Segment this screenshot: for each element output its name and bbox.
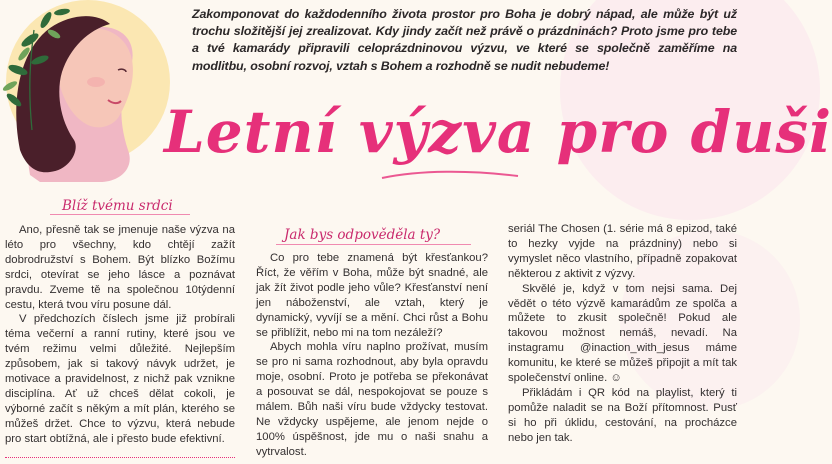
column-2 — [256, 251, 488, 460]
intro-paragraph: Zakomponovat do každodenního života prostor pro Boha je dobrý nápad, ale může být už trochu složitější jej zrealizovat. Kdy jindy začít než právě o prázdninách? Proto jsme pro tebe a tvé kamarády připravili celoprázdninovou výzvu, ve které se společně zaměříme na modlitbu, osobní rozvoj, vztah s Bohem a rozhodně se nudit nebudeme! — [192, 7, 737, 73]
section1-paragraph-2: V předchozích číslech jsme již probírali téma večerní a ranní rutiny, které jsou ve tvém režimu velmi důležité. Nejlepším způsobem, jak si takový návyk udržet, je motivace a pravidelnost, z nichž pak vznikne disciplína. Ať už chceš dělat cokoli, je výborné začít s někým a mít plán, kterého se můžeš držet. Chce to výzvu, která nebude pro start obtížná, ale i přesto bude efektivní. — [5, 313, 235, 445]
section1-heading-underline — [50, 214, 190, 215]
section3-paragraph-2: Skvělé je, když v tom nejsi sama. Dej vědět o této výzvě kamarádům ze spolča a můžete to zkusit společně! Pokud ale takovou možnost nemáš, nevadí. Na instagramu @inaction_with_jesus máme komunitu, ke které se můžeš připojit a mít tak společenství online. ☺ — [508, 282, 737, 385]
section2-heading: Jak bys odpověděla ty? — [284, 227, 441, 243]
section1-paragraph-1: Ano, přesně tak se jmenuje naše výzva na léto pro všechny, kdo chtějí zažít dobrodružství s Bohem. Být blízko Božímu srdci, otevírat se jeho lásce a poznávat pravdu. Zveme tě na společnou 10týdenní cestu, která tvou víru posune dál. — [5, 224, 235, 311]
column-3 — [508, 222, 737, 446]
section2-heading-underline — [276, 244, 471, 245]
dotted-divider — [5, 457, 235, 458]
column-1 — [5, 223, 235, 447]
woman-with-leaves-illustration — [0, 0, 170, 182]
page-title: Letní výzva pro duši — [164, 98, 832, 166]
section3-paragraph-3: Přikládám i QR kód na playlist, který ti pomůže naladit se na Boží přítomnost. Pusť si ho při úklidu, cestování, na procházce nebo jen tak. — [508, 386, 737, 444]
section2-paragraph-1: Co pro tebe znamená být křesťankou? Říct, že věřím v Boha, může být snadné, ale jak žít život podle jeho vůle? Křesťanství není jen náboženství, ale vztah, který je dynamický, vyvíjí se a mění. Chci růst a Bohu se přiblížit, nebo mi na tom nezáleží? — [256, 252, 488, 339]
section1-heading: Blíž tvému srdci — [62, 198, 173, 214]
section3-paragraph-1: seriál The Chosen (1. série má 8 epizod, také to hezky vyjde na prázdniny) nebo si vymyslet něco vlastního, případně zopakovat některou z aktivit z výzvy. — [508, 223, 737, 280]
title-underline-swash — [380, 168, 520, 182]
section2-paragraph-2: Abych mohla víru naplno prožívat, musím se pro ni sama rozhodnout, aby byla opravdu moje, osobní. Proto je potřeba se překonávat a posouvat se dál, nespokojovat se pouze s málem. Bůh naši víru bude vždycky testovat. Ne vždycky uspějeme, ale jenom nejde o 100% úspěšnost, jde mu o naši snahu a vytrvalost. — [256, 341, 488, 458]
